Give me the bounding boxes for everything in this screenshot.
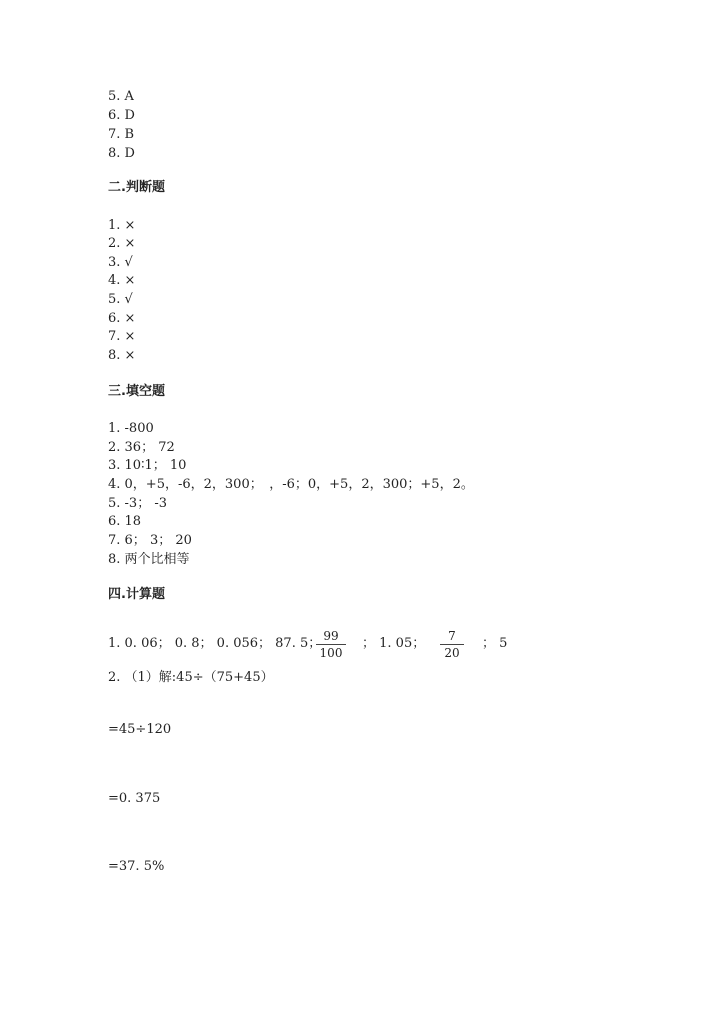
answer-line: 6. D xyxy=(108,108,135,123)
fraction-bar xyxy=(316,644,346,645)
answer-line: 6. 18 xyxy=(108,514,142,529)
fraction xyxy=(440,629,464,660)
answer-line: 4. × xyxy=(108,273,136,288)
fraction-bar xyxy=(440,644,464,645)
answer-line: 4. 0，+5，-6，2，300； ，-6；0，+5，2，300；+5，2。 xyxy=(108,477,474,492)
answer-line: 6. × xyxy=(108,311,136,326)
answer-line: 2. 36； 72 xyxy=(108,440,175,455)
calc-answer-part: ； 1. 05； xyxy=(362,636,426,651)
answer-line: 3. 10∶1； 10 xyxy=(108,458,187,473)
answer-line: 8. × xyxy=(108,348,136,363)
answer-line: 2. （1）解:45÷（75+45） xyxy=(108,670,274,685)
section-title-judgement: 二.判断题 xyxy=(108,180,165,195)
answer-line: 5. -3； -3 xyxy=(108,496,167,511)
answer-line: 8. D xyxy=(108,146,135,161)
answer-line: 8. 两个比相等 xyxy=(108,552,190,567)
calc-answer-part: ； 5 xyxy=(482,636,508,651)
section-title-fill-blank: 三.填空题 xyxy=(108,384,165,399)
fraction-numerator: 7 xyxy=(448,629,456,643)
answer-line: 5. √ xyxy=(108,292,133,307)
calc-step: =0. 375 xyxy=(108,791,161,806)
section-title-calculation: 四.计算题 xyxy=(108,587,165,602)
answer-line: 7. B xyxy=(108,127,135,142)
answer-line: 7. × xyxy=(108,329,136,344)
fraction-denominator: 100 xyxy=(319,646,343,660)
fraction-numerator: 99 xyxy=(323,629,339,643)
answer-line: 1. -800 xyxy=(108,421,154,436)
calc-step: =45÷120 xyxy=(108,722,172,737)
answer-line: 1. × xyxy=(108,218,136,233)
answer-line: 2. × xyxy=(108,236,136,251)
calc-answer-part: 1. 0. 06； 0. 8； 0. 056； 87. 5； xyxy=(108,636,322,651)
answer-line: 5. A xyxy=(108,89,134,104)
calc-step: =37. 5% xyxy=(108,859,165,874)
answer-line: 7. 6； 3； 20 xyxy=(108,533,192,548)
answer-line: 3. √ xyxy=(108,255,133,270)
fraction-denominator: 20 xyxy=(444,646,460,660)
fraction xyxy=(316,629,346,660)
